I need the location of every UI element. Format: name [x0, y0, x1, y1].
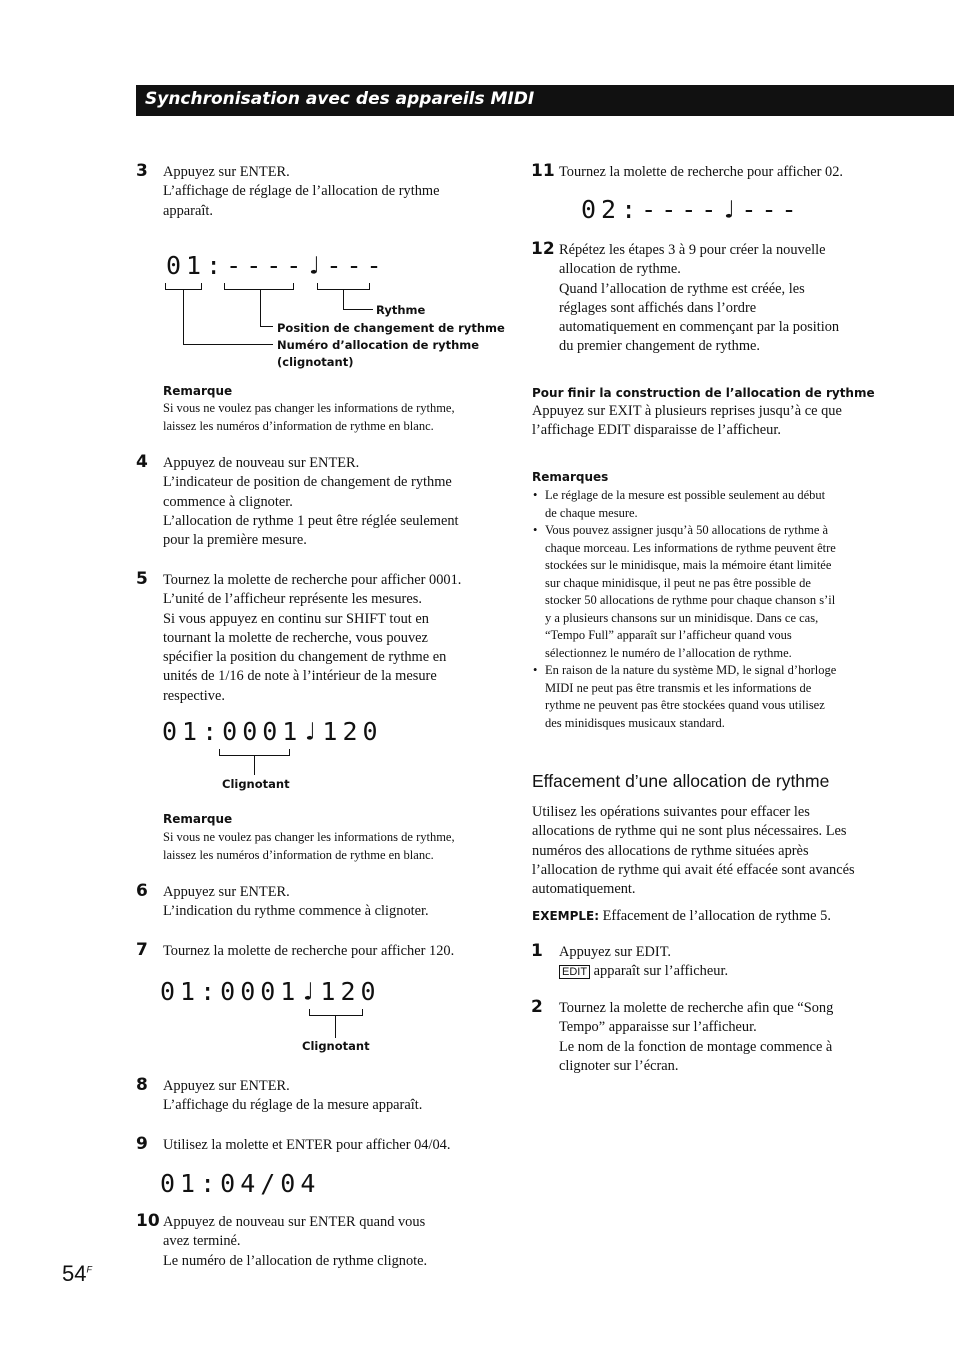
step-10-text	[163, 1213, 427, 1271]
finir-text	[532, 402, 892, 441]
text-line: chaque morceau. Les informations de rythme peuvent être	[545, 540, 836, 555]
text-line: “Tempo Full” apparaît sur l’afficheur quand vous	[545, 628, 792, 642]
text-line: Tournez la molette de recherche afin que “Song	[559, 1000, 834, 1016]
text-line: Répétez les étapes 3 à 9 pour créer la nouvelle	[559, 242, 826, 258]
notes-list	[532, 487, 902, 732]
step-6-text	[163, 883, 429, 922]
text-line: réglages sont affichés dans l’ordre	[559, 299, 757, 316]
text-line: MIDI ne peut pas être transmis et les informations de	[545, 680, 812, 695]
label-rythme: Rythme	[376, 303, 426, 317]
text-line: Tempo” apparaisse sur l’afficheur.	[559, 1019, 757, 1036]
text-line: Le numéro de l’allocation de rythme clignote.	[163, 1252, 428, 1269]
text-line: unités de 1/16 de note à l’intérieur de la mesure	[163, 668, 437, 685]
text-line: sur chaque minidisque, il peut ne pas être possible de	[545, 575, 811, 590]
lcd-display-4: 01:04/04	[160, 1169, 321, 1198]
text-line: Tournez la molette de recherche pour afficher 0001.	[163, 572, 462, 588]
step-7-text: Tournez la molette de recherche pour afficher 120.	[163, 943, 455, 959]
subsection-title: Pour finir la construction de l’allocation de rythme	[532, 386, 875, 400]
text-line: Quand l’allocation de rythme est créée, les	[559, 280, 805, 297]
step-number: 12	[531, 239, 555, 259]
list-item	[545, 662, 902, 732]
label-position: Position de changement de rythme	[277, 321, 505, 335]
step-number: 1	[531, 941, 543, 961]
text-line: stocker 50 allocations de rythme pour chaque chanson s’il	[545, 593, 836, 607]
text-line: pour la première mesure.	[163, 532, 307, 549]
text-line: laissez les numéros d’information de rythme en blanc.	[163, 847, 434, 862]
text-line: y a plusieurs chansons sur un minidisque. Dans ce cas,	[545, 610, 819, 625]
text-line: • Le réglage de la mesure est possible seulement au début	[545, 488, 826, 502]
text-line: respective.	[163, 687, 225, 704]
step-number: 6	[136, 881, 148, 901]
step-12-text	[559, 241, 899, 357]
text-line: • En raison de la nature du système MD, le signal d’horloge	[545, 663, 837, 677]
text-line: spécifier la position du changement de rythme en	[163, 649, 447, 666]
text-line: L’affichage du réglage de la mesure apparaît.	[163, 1097, 423, 1114]
notes-title: Remarques	[532, 470, 609, 484]
step-number: 4	[136, 452, 148, 472]
text-line: numéros des allocations de rythme situées après	[532, 842, 809, 859]
text-line: L’indication du rythme commence à clignoter.	[163, 903, 429, 920]
section-header	[136, 85, 954, 116]
text-line: des minidisques musicaux standard.	[545, 715, 725, 730]
lcd-display-2: 01:0001♩120	[162, 717, 383, 746]
text-line: • Vous pouvez assigner jusqu’à 50 allocations de rythme à	[545, 523, 829, 537]
text-line: laissez les numéros d’information de rythme en blanc.	[163, 418, 434, 433]
text-line: Appuyez sur ENTER.	[163, 1078, 290, 1094]
note-text	[163, 400, 455, 435]
text-line: Appuyez sur EDIT.	[559, 944, 672, 960]
text-line: l’affichage EDIT disparaisse de l’afficheur.	[532, 422, 781, 439]
text-line: du premier changement de rythme.	[559, 338, 760, 355]
label-numero	[277, 337, 479, 371]
step-number: 5	[136, 569, 148, 589]
page-number	[62, 1261, 92, 1287]
text-line: stockées sur le minidisque, mais la mémoire étant limitée	[545, 558, 832, 572]
text-line: automatiquement en commençant par la position	[559, 319, 840, 336]
text-line: de chaque mesure.	[545, 505, 638, 520]
text-line: commence à clignoter.	[163, 493, 293, 510]
step-number: 7	[136, 940, 148, 960]
note-title: Remarque	[163, 812, 233, 826]
section-title: Synchronisation avec des appareils MIDI	[145, 89, 535, 109]
text-line: avez terminé.	[163, 1233, 241, 1250]
text-line: Si vous appuyez en continu sur SHIFT tout en	[163, 610, 429, 627]
edit-display-box: EDIT	[559, 965, 590, 979]
text-line: Appuyez de nouveau sur ENTER.	[163, 455, 360, 471]
step-8-text	[163, 1077, 422, 1116]
text-line: Le nom de la fonction de montage commence à	[559, 1038, 833, 1055]
example-text: Effacement de l’allocation de rythme 5.	[602, 908, 831, 924]
text-span: apparaît sur l’afficheur.	[593, 963, 729, 980]
text-line: rythme ne peuvent pas être stockées quand vous utilisez	[545, 698, 825, 712]
text-line: allocations de rythme qui ne sont plus nécessaires. Les	[532, 823, 847, 840]
step-number: 10	[136, 1211, 160, 1231]
label-clignotant: Clignotant	[302, 1039, 370, 1053]
lcd-display-3: 01:0001♩120	[160, 977, 381, 1006]
text-line: allocation de rythme.	[559, 261, 681, 278]
text-line: Si vous ne voulez pas changer les informations de rythme,	[163, 830, 455, 844]
list-item	[545, 487, 902, 522]
eff-paragraph	[532, 803, 902, 899]
text-line: apparaît.	[163, 202, 213, 219]
text-line: L’affichage de réglage de l’allocation de rythme	[163, 183, 440, 200]
example-label: EXEMPLE:	[532, 909, 600, 923]
text-line: L’indicateur de position de changement de rythme	[163, 474, 452, 491]
step-3-text	[163, 163, 503, 221]
text-line: Appuyez de nouveau sur ENTER quand vous	[163, 1214, 426, 1230]
text-line: automatiquement.	[532, 881, 636, 898]
text-line: l’allocation de rythme qui avait été effacée sont avancés	[532, 861, 855, 878]
step-5-text	[163, 571, 508, 706]
text-line: Numéro d’allocation de rythme	[277, 338, 480, 352]
text-line: Appuyez sur ENTER.	[163, 164, 290, 180]
page-suffix: F	[86, 1264, 92, 1275]
text-line: (clignotant)	[277, 355, 354, 369]
text-line: Utilisez les opérations suivantes pour effacer les	[532, 804, 810, 820]
text-line: tournant la molette de recherche, vous pouvez	[163, 629, 428, 646]
section-heading: Effacement d’une allocation de rythme	[532, 771, 830, 791]
lcd-display-1: 01:----♩---	[166, 251, 387, 280]
step-11-text: Tournez la molette de recherche pour afficher 02.	[559, 164, 843, 180]
step-number: 11	[531, 161, 555, 181]
edit-step-1-text	[559, 943, 728, 983]
note-text	[163, 829, 455, 864]
step-number: 9	[136, 1134, 148, 1154]
text-line: Si vous ne voulez pas changer les informations de rythme,	[163, 401, 455, 415]
text-line: sélectionnez le numéro de l’allocation de rythme.	[545, 645, 792, 660]
label-clignotant: Clignotant	[222, 777, 290, 791]
text-line: L’unité de l’afficheur représente les mesures.	[163, 591, 422, 608]
text-line	[559, 962, 728, 982]
text-line: Appuyez sur ENTER.	[163, 884, 290, 900]
lcd-display-5: 02:----♩---	[581, 195, 802, 224]
step-number: 2	[531, 997, 543, 1017]
text-line: clignoter sur l’écran.	[559, 1057, 679, 1074]
example-line	[532, 907, 831, 926]
edit-step-2-text	[559, 999, 833, 1076]
text-line: L’allocation de rythme 1 peut être réglée seulement	[163, 512, 459, 529]
step-number: 8	[136, 1075, 148, 1095]
step-9-text: Utilisez la molette et ENTER pour afficher 04/04.	[163, 1137, 451, 1153]
text-line: Appuyez sur EXIT à plusieurs reprises jusqu’à ce que	[532, 403, 842, 419]
note-title: Remarque	[163, 384, 233, 398]
page-number-value: 54	[62, 1261, 87, 1286]
list-item	[545, 522, 902, 662]
step-number: 3	[136, 161, 148, 181]
step-4-text	[163, 454, 503, 550]
